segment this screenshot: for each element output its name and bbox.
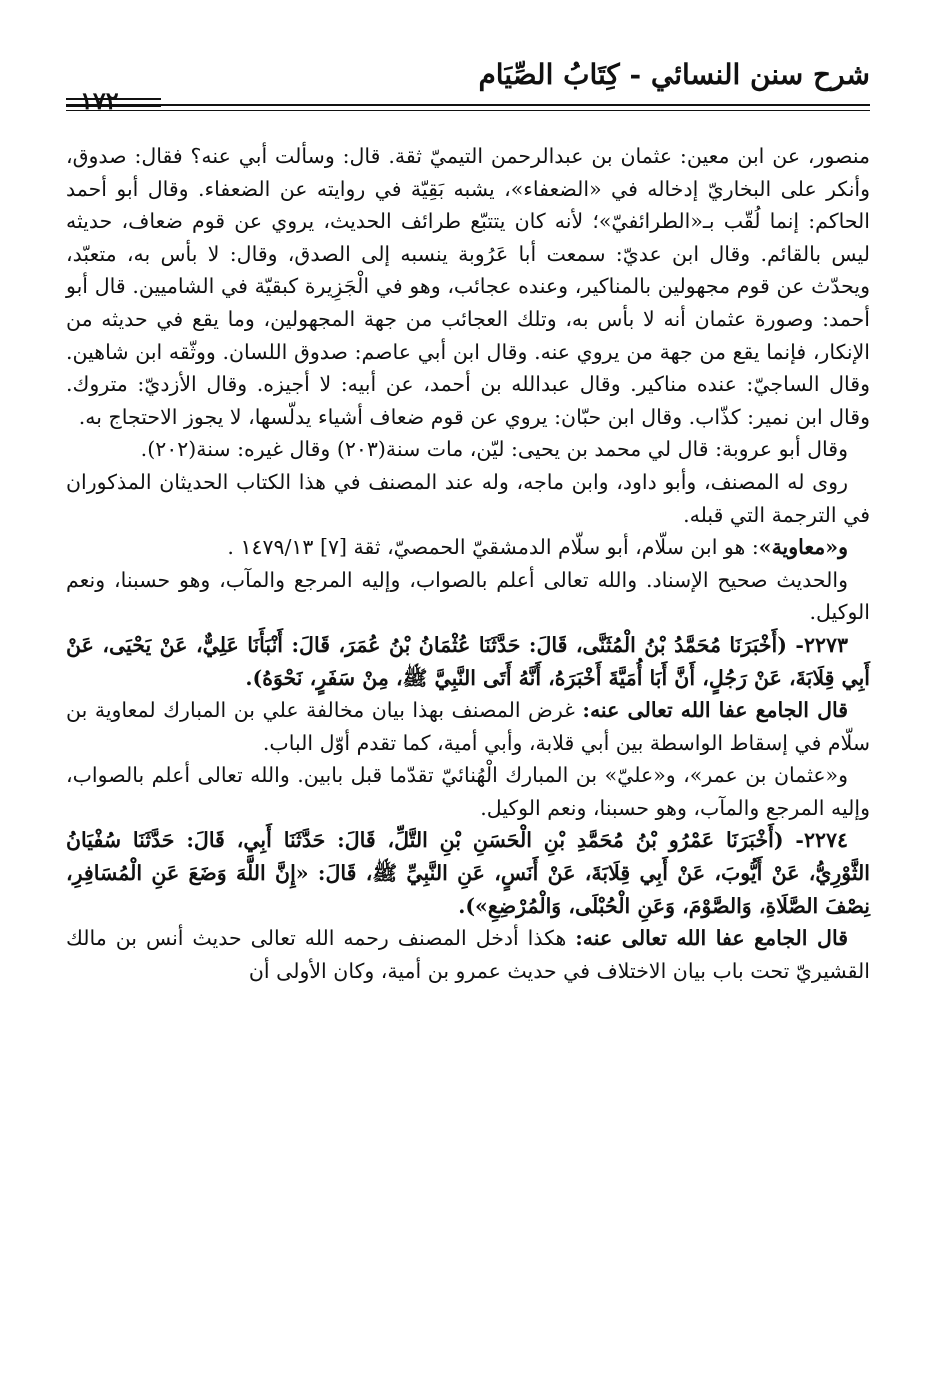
paragraph: و«عثمان بن عمر»، و«عليّ» بن المبارك الْهُنائيّ تقدّما قبل بابين. والله تعالى أعلم بالصواب، وإليه المرجع والمآب، وهو حسبنا، ونعم الوكيل. [66, 763, 870, 820]
hadith-text: ٢٢٧٤- (أَخْبَرَنَا عَمْرُو بْنُ مُحَمَّدِ بْنِ الْحَسَنِ بْنِ التَّلِّ، قَالَ: حَدَّثَنَا أَبِي، قَالَ: حَدَّثَنَا سُفْيَانُ الثَّوْرِيُّ، عَنْ أَيُّوبَ، عَنْ أَبِي قِلَابَةَ، عَنْ أَنَسٍ، عَنِ النَّبِيِّ ﷺ، قَالَ: «إِنَّ اللَّهَ وَضَعَ عَنِ الْمُسَافِرِ، نِصْفَ الصَّلَاةِ، وَالصَّوْمَ، وَعَنِ الْحُبْلَى، وَالْمُرْضِعِ»). [66, 828, 870, 918]
paragraph [66, 694, 870, 759]
paragraph-lead: قال الجامع عفا الله تعالى عنه: [582, 698, 849, 723]
paragraph: منصور، عن ابن معين: عثمان بن عبدالرحمن التيميّ ثقة. قال: وسألت أبي عنه؟ فقال: صدوق، وأنكر على البخاريّ إدخاله في «الضعفاء»، يشبه بَقِيّة في روايته عن الضعفاء. وقال أبو أحمد الحاكم: إنما لُقّب بـ«الطرائفيّ»؛ لأنه كان يتتبّع طرائف الحديث، يروي عن قوم ضعاف، حديثه ليس بالقائم. وقال ابن عديّ: سمعت أبا عَرُوبة ينسبه إلى الصدق، وقال: لا بأس به، متعبّد، ويحدّث عن قوم مجهولين بالمناكير، وعنده عجائب، وهو في الْجَزِيرة كبقيّة في الشاميين. قال أبو أحمد: وصورة عثمان أنه لا بأس به، وتلك العجائب من جهة المجهولين، وما يقع في حديثه من الإنكار، فإنما يقع من جهة من يروي عنه. وقال ابن أبي عاصم: صدوق اللسان. ووثّقه ابن شاهين. وقال الساجيّ: عنده مناكير. وقال عبدالله بن أحمد، عن أبيه: لا أجيزه. وقال الأزديّ: متروك. وقال ابن نمير: كذّاب. وقال ابن حبّان: يروي عن قوم ضعاف أشياء يدلّسها، لا يجوز الاحتجاج به. [66, 144, 870, 429]
header-rule-thin [66, 110, 870, 111]
paragraph: والحديث صحيح الإسناد. والله تعالى أعلم بالصواب، وإليه المرجع والمآب، وهو حسبنا، ونعم الوكيل. [66, 567, 870, 625]
paragraph-text: هكذا أدخل المصنف رحمه الله تعالى حديث أنس بن مالك القشيريّ تحت باب بيان الاختلاف في حديث عمرو بن أمية، وكان الأولى أن [66, 926, 870, 983]
paragraph-lead: قال الجامع عفا الله تعالى عنه: [575, 926, 848, 951]
hadith-text: ٢٢٧٣- (أَخْبَرَنَا مُحَمَّدُ بْنُ الْمُثَنَّى، قَالَ: حَدَّثَنَا عُثْمَانُ بْنُ عُمَرَ، قَالَ: أَنْبَأَنَا عَلِيٌّ، عَنْ يَحْيَى، عَنْ أَبِي قِلَابَةَ، عَنْ رَجُلٍ، أَنَّ أَبَا أُمَيَّةَ أَخْبَرَهُ، أَنَّهُ أَتَى النَّبِيَّ ﷺ، مِنْ سَفَرٍ، نَحْوَهُ). [66, 632, 870, 690]
paragraph: روى له المصنف، وأبو داود، وابن ماجه، وله عند المصنف في هذا الكتاب الحديثان المذكوران في الترجمة التي قبله. [66, 469, 870, 527]
header-rule [66, 104, 870, 106]
paragraph-lead: و«معاوية» [758, 535, 848, 560]
page-number-rules [66, 98, 161, 112]
paragraph-text: غرض المصنف بهذا بيان مخالفة علي بن المبارك لمعاوية بن سلّام في إسقاط الواسطة بين أبي قلابة، وأبي أمية، كما تقدم أوّل الباب. [66, 698, 870, 755]
body-text [66, 140, 870, 987]
paragraph [66, 922, 870, 987]
paragraph: وقال أبو عروبة: قال لي محمد بن يحيى: ليّن، مات سنة(٢٠٣) وقال غيره: سنة(٢٠٢). [140, 437, 848, 462]
paragraph [66, 531, 870, 564]
running-title: شرح سنن النسائي - كِتَابُ الصِّيَام [478, 58, 870, 91]
page-header [66, 58, 870, 120]
page-number: ١٧٢ [80, 86, 119, 115]
paragraph-text: : هو ابن سلّام، أبو سلّام الدمشقيّ الحمصيّ، ثقة [٧] ١٤٧٩/١٣ . [227, 535, 759, 560]
